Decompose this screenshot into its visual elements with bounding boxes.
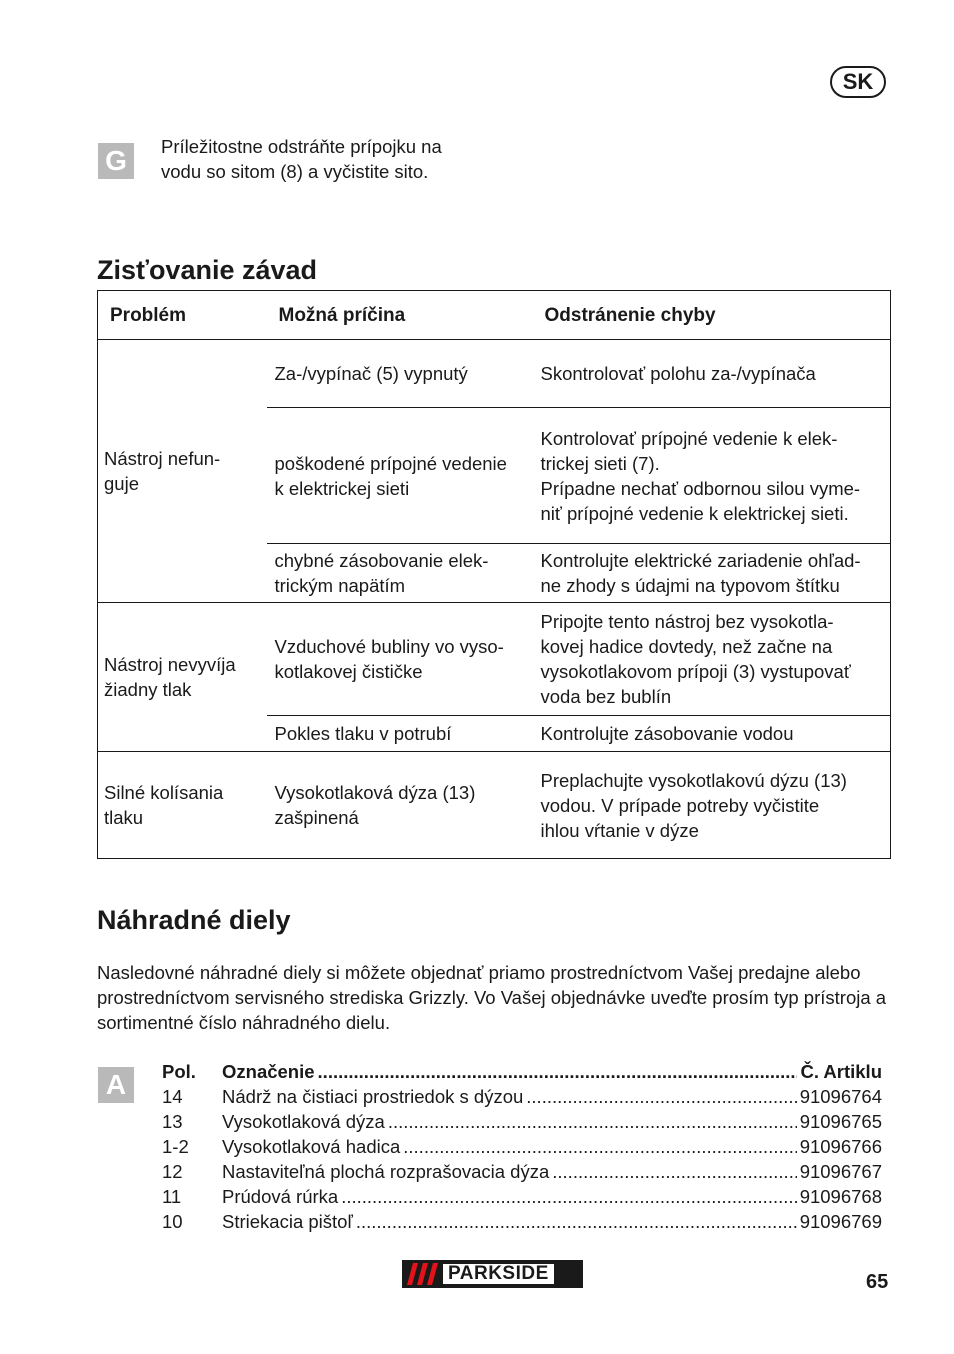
part-pos: 1-2 (162, 1136, 189, 1157)
part-article: 91096766 (799, 1136, 882, 1157)
part-name: Vysokotlaková dýza (222, 1111, 385, 1132)
column-header-cause: Možná príčina (267, 291, 533, 340)
part-name: Nádrž na čistiaci prostriedok s dýzou (222, 1086, 524, 1107)
cause-cell: Vzduchové bubliny vo vyso- kotlakovej čističke (267, 603, 533, 716)
table-row (98, 340, 891, 408)
parts-header-row (162, 1059, 882, 1084)
table-row (98, 603, 891, 716)
problem-cell: Silné kolísania tlaku (98, 752, 267, 859)
fix-cell: Kontrolujte zásobovanie vodou (533, 716, 891, 752)
part-name: Prúdová rúrka (222, 1186, 339, 1207)
part-article: 91096765 (799, 1111, 882, 1132)
spare-parts-intro: Nasledovné náhradné diely si môžete objednať priamo prostredníctvom Vašej predajne alebo prostredníctvom servisného strediska Grizzly. Vo Vašej objednávke uveďte prosím typ prístroja a sortimentné číslo náhradného dielu. (97, 962, 887, 1033)
cause-cell: chybné zásobovanie elek- trickým napätím (267, 544, 533, 603)
language-badge: SK (830, 66, 886, 98)
list-item (162, 1109, 882, 1134)
parts-header-pos: Pol. (162, 1061, 196, 1082)
fix-cell: Kontrolovať prípojné vedenie k elek- trickej sieti (7). Prípadne nechať odbornou silou vyme- niť prípojné vedenie k elektrickej sieti. (533, 408, 891, 544)
table-header-row (98, 291, 891, 340)
part-article: 91096768 (799, 1186, 882, 1207)
dot-leader (403, 1134, 796, 1159)
parkside-logo (402, 1260, 583, 1288)
dot-leader (356, 1209, 797, 1234)
logo-stripes-icon (407, 1263, 441, 1285)
part-pos: 10 (162, 1211, 183, 1232)
fix-cell: Pripojte tento nástroj bez vysokotla- kovej hadice dovtedy, než začne na vysokotlakovom prípoji (3) vystupovať voda bez bublín (533, 603, 891, 716)
part-article: 91096769 (799, 1211, 882, 1232)
parts-header-article: Č. Artiklu (800, 1061, 882, 1082)
table-row (98, 752, 891, 859)
part-name: Nastaviteľná plochá rozprašovacia dýza (222, 1161, 550, 1182)
part-pos: 14 (162, 1086, 183, 1107)
troubleshooting-table (97, 290, 891, 859)
part-article: 91096767 (799, 1161, 882, 1182)
part-pos: 11 (162, 1186, 182, 1207)
column-header-fix: Odstránenie chyby (533, 291, 891, 340)
dot-leader (552, 1159, 796, 1184)
parts-header-name: Označenie (222, 1061, 315, 1082)
logo-wordmark: PARKSIDE (443, 1264, 554, 1284)
cause-cell: Vysokotlaková dýza (13) zašpinená (267, 752, 533, 859)
problem-cell: Nástroj nevyvíja žiadny tlak (98, 603, 267, 752)
spare-parts-heading: Náhradné diely (97, 905, 291, 935)
spare-parts-list (162, 1059, 882, 1234)
part-name: Striekacia pištoľ (222, 1211, 353, 1232)
cause-cell: Za-/vypínač (5) vypnutý (274, 363, 468, 384)
step-marker-g: G (98, 143, 134, 179)
dot-leader (318, 1059, 798, 1084)
list-item (162, 1134, 882, 1159)
list-item (162, 1184, 882, 1209)
part-name: Vysokotlaková hadica (222, 1136, 401, 1157)
fix-cell: Preplachujte vysokotlakovú dýzu (13) vodou. V prípade potreby vyčistite ihlou vŕtanie v dýze (533, 752, 891, 859)
part-pos: 12 (162, 1161, 183, 1182)
problem-cell: Nástroj nefun- guje (104, 448, 221, 494)
dot-leader (526, 1084, 796, 1109)
cause-cell: poškodené prípojné vedenie k elektrickej sieti (267, 408, 533, 544)
step-g-text: Príležitostne odstráňte prípojku na vodu so sitom (8) a vyčistite sito. (161, 136, 442, 182)
column-header-problem: Problém (98, 291, 267, 340)
list-item (162, 1209, 882, 1234)
part-article: 91096764 (799, 1086, 882, 1107)
dot-leader (341, 1184, 796, 1209)
step-marker-a: A (98, 1067, 134, 1103)
list-item (162, 1084, 882, 1109)
part-pos: 13 (162, 1111, 183, 1132)
page-number: 65 (866, 1271, 889, 1293)
fix-cell: Skontrolovať polohu za-/vypínača (540, 363, 816, 384)
cause-cell: Pokles tlaku v potrubí (267, 716, 533, 752)
list-item (162, 1159, 882, 1184)
fix-cell: Kontrolujte elektrické zariadenie ohľad- ne zhody s údajmi na typovom štítku (533, 544, 891, 603)
troubleshooting-heading: Zisťovanie závad (97, 255, 318, 285)
dot-leader (388, 1109, 797, 1134)
